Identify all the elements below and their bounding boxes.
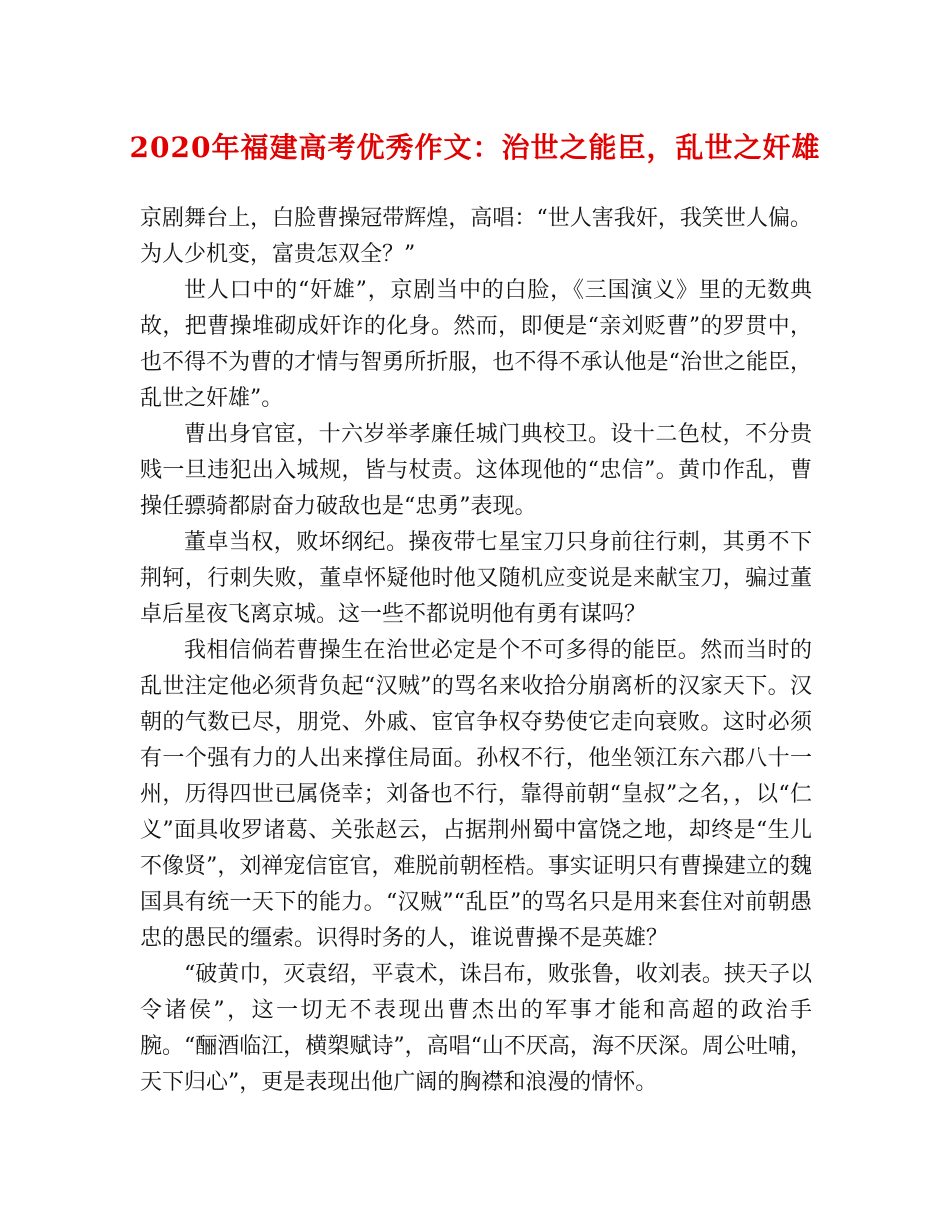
paragraph-4: 董卓当权，败坏纲纪。操夜带七星宝刀只身前往行刺，其勇不下荆轲，行刺失败，董卓怀疑他时他又随机应变说是来献宝刀，骗过董卓后星夜飞离京城。这一些不都说明他有勇有谋吗？: [140, 530, 812, 627]
paragraph-5: 我相信倘若曹操生在治世必定是个不可多得的能臣。然而当时的乱世注定他必须背负起“汉贼”的骂名来收拾分崩离析的汉家天下。汉朝的气数已尽，朋党、外戚、宦官争权夺势使它走向衰败。这时必须有一个强有力的人出来撑住局面。孙权不行，他坐领江东六郡八十一州，历得四世已属侥幸；刘备也不行，靠得前朝“皇叔”之名，，以“仁义”面具收罗诸葛、关张赵云，占据荆州蜀中富饶之地，却终是“生儿不像贤”，刘禅宠信宦官，难脱前朝桎梏。事实证明只有曹操建立的魏国具有统一天下的能力。“汉贼”“乱臣”的骂名只是用来套住对前朝愚忠的愚民的缰索。识得时务的人，谁说曹操不是英雄？: [140, 638, 812, 951]
paragraph-1: 京剧舞台上，白脸曹操冠带辉煌，高唱：“世人害我奸，我笑世人偏。为人少机变，富贵怎双全？”: [140, 206, 812, 267]
paragraph-6: “破黄巾，灭袁绍，平袁术，诛吕布，败张鲁，收刘表。挟天子以令诸侯”，这一切无不表现出曹杰出的军事才能和高超的政治手腕。“酾酒临江，横槊赋诗”，高唱“山不厌高，海不厌深。周公吐哺，天下归心”，更是表现出他广阔的胸襟和浪漫的情怀。: [140, 962, 812, 1095]
article-body: [140, 201, 812, 1101]
document-title: 2020年福建高考优秀作文：治世之能臣，乱世之奸雄: [129, 131, 821, 164]
paragraph-2: 世人口中的“奸雄”，京剧当中的白脸，《三国演义》里的无数典故，把曹操堆砌成奸诈的化身。然而，即便是“亲刘贬曹”的罗贯中，也不得不为曹的才情与智勇所折服，也不得不承认他是“治世之能臣，乱世之奸雄”。: [140, 278, 812, 411]
paragraph-3: 曹出身官宦，十六岁举孝廉任城门典校卫。设十二色杖，不分贵贱一旦违犯出入城规，皆与杖责。这体现他的“忠信”。黄巾作乱，曹操任骠骑都尉奋力破敌也是“忠勇”表现。: [140, 422, 812, 519]
